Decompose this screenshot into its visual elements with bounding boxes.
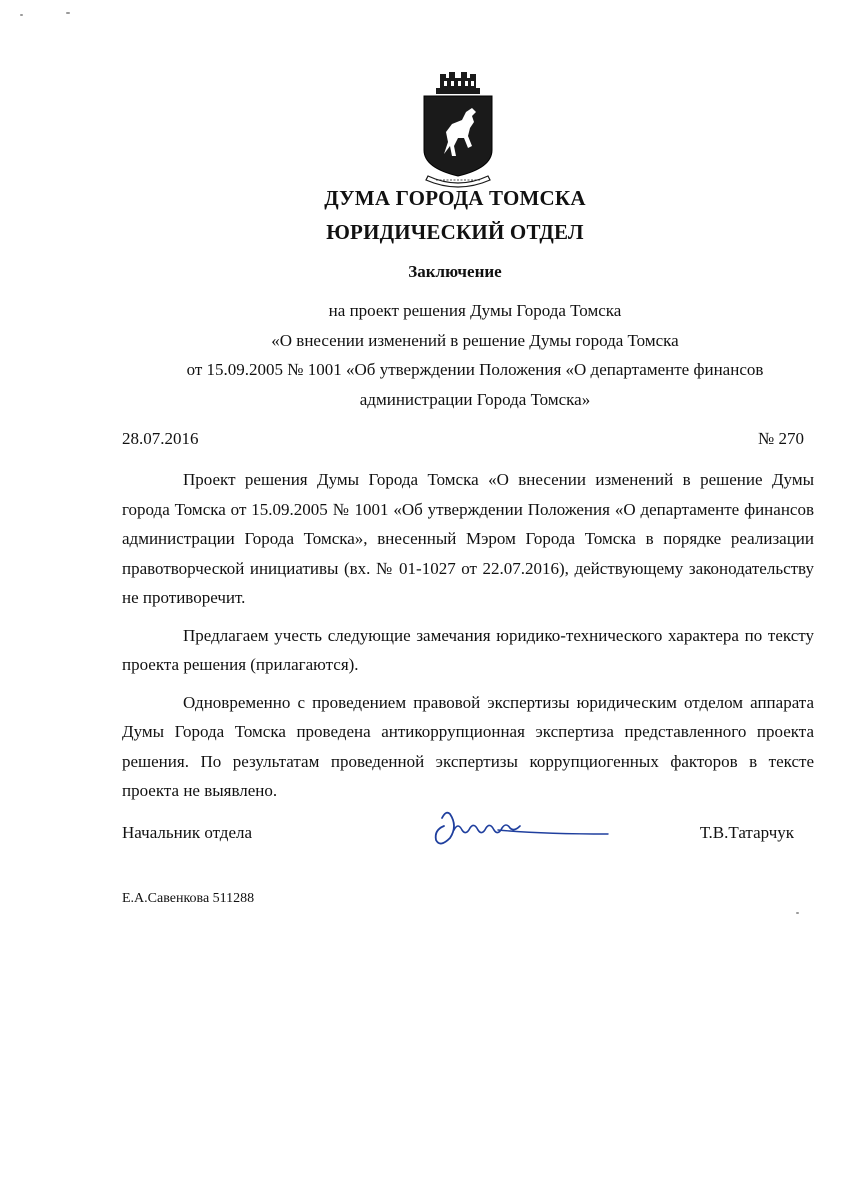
- subject-line: «О внесении изменений в решение Думы города Томска: [271, 330, 679, 350]
- scan-speck: [796, 912, 799, 914]
- scan-speck: [66, 12, 70, 14]
- document-number: № 270: [758, 429, 804, 448]
- organization-name: ДУМА ГОРОДА ТОМСКА: [324, 186, 586, 210]
- document-subject: [160, 296, 790, 414]
- subject-line: от 15.09.2005 № 1001 «Об утверждении Положения «О департаменте финансов: [186, 360, 764, 379]
- body-paragraph: Предлагаем учесть следующие замечания юридико-технического характера по тексту проекта решения (прилагаются).: [122, 625, 814, 674]
- department-name: ЮРИДИЧЕСКИЙ ОТДЕЛ: [326, 220, 584, 244]
- body-paragraph: Одновременно с проведением правовой экспертизы юридическим отделом аппарата Думы Города Томска проведена антикоррупционная экспертиза представленного проекта решения. По результатам проведенной экспертизы коррупциогенных факторов в тексте проекта не выявлено.: [122, 692, 814, 800]
- signatory-name: Т.В.Татарчук: [699, 823, 794, 842]
- scan-speck: [20, 14, 23, 16]
- handwritten-signature: [420, 800, 620, 850]
- document-date: 28.07.2016: [122, 429, 199, 448]
- subject-line: администрации Города Томска»: [359, 389, 591, 409]
- tomsk-coat-of-arms-icon: [418, 72, 498, 188]
- subject-line: на проект решения Думы Города Томска: [328, 301, 622, 320]
- body-paragraph: Проект решения Думы Города Томска «О внесении изменений в решение Думы города Томска от 15.09.2005 № 1001 «Об утверждении Положения «О департаменте финансов администрации Города Томска», внесенный Мэром Города Томска в порядке реализации правотворческой инициативы (вх. № 01-1027 от 22.07.2016), действующему законодательству не противоречит.: [122, 470, 814, 607]
- executor-contact: Е.А.Савенкова 511288: [122, 891, 255, 906]
- document-type: Заключение: [408, 262, 502, 281]
- document-body: [122, 465, 814, 814]
- signatory-title: Начальник отдела: [122, 823, 253, 842]
